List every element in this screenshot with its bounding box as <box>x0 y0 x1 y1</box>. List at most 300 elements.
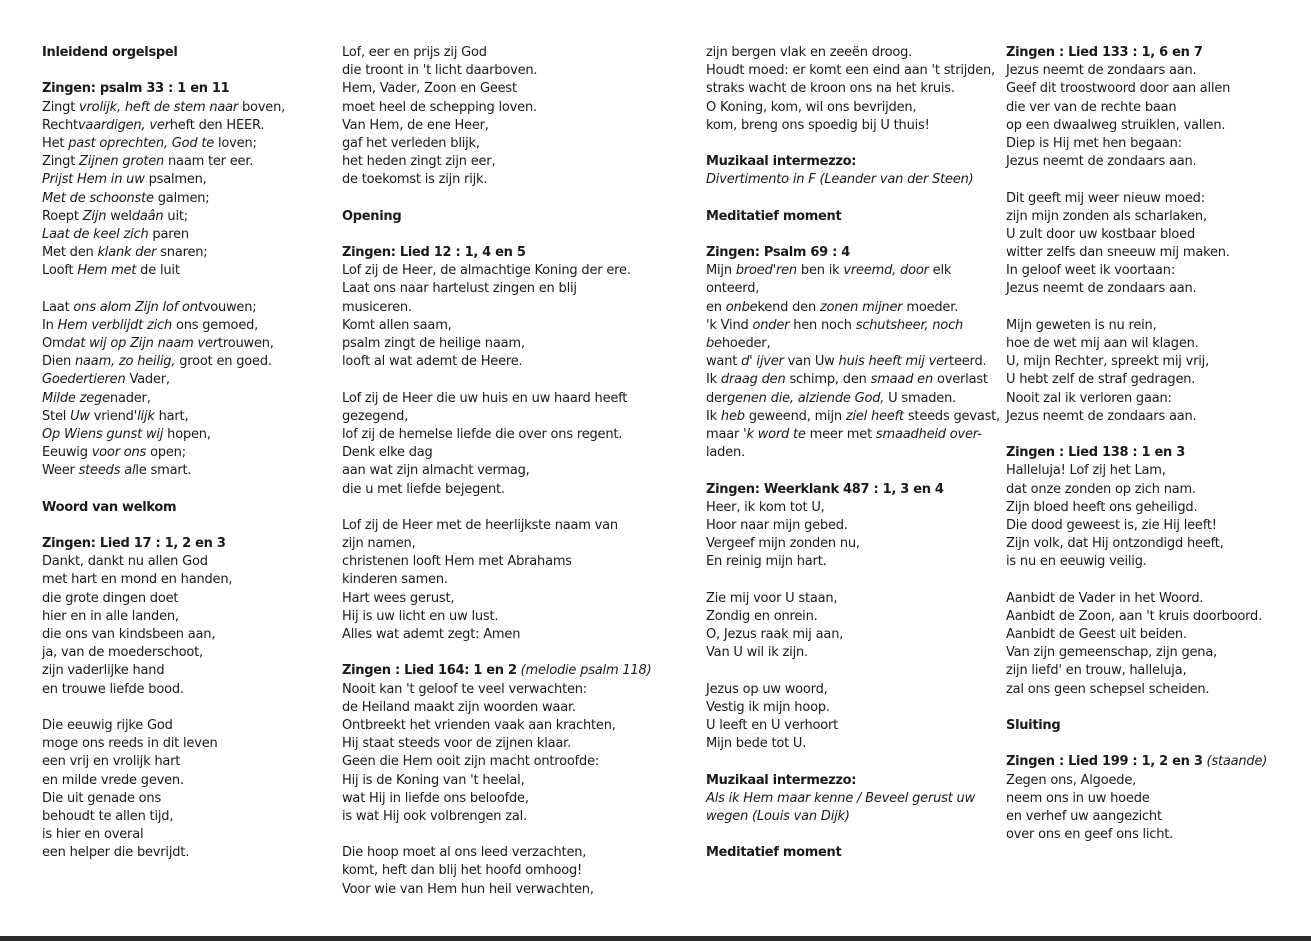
blank-line <box>1006 735 1306 753</box>
text-line <box>42 444 342 462</box>
text-run: trouwen, <box>217 336 274 351</box>
section-heading <box>42 44 342 62</box>
italic-text: daân <box>131 208 164 224</box>
text-run: die ver van de rechte baan <box>1006 99 1177 115</box>
text-run: nader, <box>109 390 151 406</box>
text-run: neem ons in uw hoede <box>1006 790 1150 806</box>
italic-text: Op Wiens gunst wij <box>42 426 164 442</box>
text-line <box>706 299 1006 317</box>
text-run: Vestig ik mijn hoop. <box>706 699 830 715</box>
text-run: Voor wie van Hem hun heil verwachten, <box>342 881 594 897</box>
text-line <box>706 808 1006 826</box>
column-1 <box>42 44 342 862</box>
text-run: geweend, mijn <box>744 408 846 424</box>
text-run: In geloof weet ik voortaan: <box>1006 263 1176 279</box>
text-run: die grote dingen doet <box>42 590 179 606</box>
text-line <box>706 171 1006 189</box>
heading-text: Muzikaal intermezzo: <box>706 154 857 170</box>
text-line <box>342 317 642 335</box>
text-run: en milde vrede geven. <box>42 772 184 788</box>
text-line <box>706 444 1006 462</box>
text-line <box>706 553 1006 571</box>
text-line <box>1006 808 1306 826</box>
text-line <box>342 790 642 808</box>
text-line <box>706 699 1006 717</box>
section-heading <box>706 208 1006 226</box>
text-run: Met den <box>42 245 98 261</box>
text-run: Laat <box>42 299 74 315</box>
text-run: hen noch <box>789 317 856 333</box>
text-run: heft den HEER. <box>169 117 265 133</box>
blank-line <box>42 62 342 80</box>
heading-text: Zingen : Lied 164: 1 en 2 <box>342 663 517 679</box>
text-run: ben ik <box>796 263 844 279</box>
text-run: Zegen ons, Algoede, <box>1006 772 1137 788</box>
italic-text: draag den <box>720 372 786 388</box>
text-run: die troont in 't licht daarboven. <box>342 63 538 79</box>
text-line <box>342 535 642 553</box>
text-run: over ons en geef ons licht. <box>1006 827 1174 843</box>
text-run: schimp, den <box>785 372 871 388</box>
text-line <box>42 571 342 589</box>
text-line <box>1006 481 1306 499</box>
text-line <box>706 408 1006 426</box>
italic-text: smaad en <box>870 372 934 388</box>
text-run: Die dood geweest is, zie Hij leeft! <box>1006 517 1217 533</box>
text-run: looft al wat ademt de Heere. <box>342 354 523 370</box>
text-line <box>1006 208 1306 226</box>
text-line <box>1006 553 1306 571</box>
text-run: Geef dit troostwoord door aan allen <box>1006 81 1231 97</box>
text-run: Nooit zal ik verloren gaan: <box>1006 390 1172 406</box>
text-line <box>1006 280 1306 298</box>
text-run: O Koning, kom, wil ons bevrijden, <box>706 99 917 115</box>
text-line <box>42 171 342 189</box>
text-run: Zondig en onrein. <box>706 608 818 624</box>
text-run: Mijn geweten is nu rein, <box>1006 317 1157 333</box>
text-line <box>706 371 1006 389</box>
text-line <box>42 371 342 389</box>
text-line <box>42 717 342 735</box>
text-run: Aanbidt de Zoon, aan 't kruis doorboord. <box>1006 608 1263 624</box>
blank-line <box>1006 426 1306 444</box>
text-line <box>706 426 1006 444</box>
text-run: Jezus neemt de zondaars aan. <box>1006 63 1197 79</box>
heading-text: Sluiting <box>1006 717 1061 733</box>
heading-text: Zingen: psalm 33 : 1 en 11 <box>42 81 230 97</box>
text-run: het heden zingt zijn eer, <box>342 154 496 170</box>
blank-line <box>706 571 1006 589</box>
text-run: Jezus neemt de zondaars aan. <box>1006 154 1197 170</box>
blank-line <box>342 371 642 389</box>
text-line <box>342 99 642 117</box>
text-line <box>42 590 342 608</box>
text-run: Jezus op uw woord, <box>706 681 828 697</box>
italic-text: Goedertieren <box>42 372 126 388</box>
text-run: Dankt, dankt nu allen God <box>42 554 208 570</box>
text-run: zijn mijn zonden als scharlaken, <box>1006 208 1207 224</box>
heading-text: Zingen: Weerklank 487 : 1, 3 en 4 <box>706 481 944 497</box>
text-run: die ons van kindsbeen aan, <box>42 627 216 642</box>
text-line <box>1006 353 1306 371</box>
text-line <box>1006 499 1306 517</box>
italic-text: smaadheid over- <box>875 426 982 442</box>
text-run: En reinig mijn hart. <box>706 554 827 570</box>
text-run: Zingt <box>42 99 80 115</box>
section-heading <box>342 244 642 262</box>
text-line <box>42 662 342 680</box>
text-run: Komt allen saam, <box>342 317 452 333</box>
blank-line <box>42 517 342 535</box>
blank-line <box>1006 171 1306 189</box>
text-line <box>342 553 642 571</box>
text-run: kom, breng ons spoedig bij U thuis! <box>706 117 930 133</box>
italic-text: huis heeft mij ver <box>838 354 950 370</box>
text-line <box>1006 590 1306 608</box>
text-line <box>342 299 642 317</box>
italic-text: Zijnen groten <box>79 154 165 170</box>
text-line <box>42 390 342 408</box>
text-run: Nooit kan 't geloof te veel verwachten: <box>342 681 587 697</box>
text-run: uit; <box>163 208 188 224</box>
text-line <box>42 353 342 371</box>
text-line <box>342 699 642 717</box>
text-run: Heer, ik kom tot U, <box>706 499 825 515</box>
text-line <box>42 772 342 790</box>
text-line <box>342 571 642 589</box>
text-run: teerd. <box>949 354 987 370</box>
heading-text: Zingen : Lied 199 : 1, 2 en 3 <box>1006 754 1203 770</box>
text-line <box>706 644 1006 662</box>
text-line <box>1006 408 1306 426</box>
text-run: hart, <box>154 408 189 424</box>
text-run: Ik <box>706 372 721 388</box>
text-line <box>342 517 642 535</box>
text-run: Hart wees gerust, <box>342 590 455 606</box>
text-run: Die uit genade ons <box>42 790 162 806</box>
text-run: steeds gevast, <box>903 408 1000 424</box>
text-line <box>342 171 642 189</box>
blank-line <box>1006 571 1306 589</box>
italic-text: be <box>706 336 722 351</box>
text-line <box>706 353 1006 371</box>
text-run: aan wat zijn almacht vermag, <box>342 463 530 479</box>
text-line <box>42 335 342 353</box>
text-run: Ontbreekt het vrienden vaak aan krachten, <box>342 717 616 733</box>
italic-text: past oprechten, God te <box>68 135 215 151</box>
italic-text: ons alom Zijn lof ont <box>73 299 203 315</box>
text-run: een vrij en vrolijk hart <box>42 754 181 770</box>
text-run: zal ons geen schepsel scheiden. <box>1006 681 1210 697</box>
text-line <box>1006 317 1306 335</box>
text-line <box>1006 262 1306 280</box>
text-run: christenen looft Hem met Abrahams <box>342 554 572 570</box>
blank-line <box>706 226 1006 244</box>
text-line <box>342 426 642 444</box>
blank-line <box>706 462 1006 480</box>
text-run: Het <box>42 135 69 151</box>
text-line <box>1006 626 1306 644</box>
section-heading <box>342 662 652 680</box>
text-run: zijn namen, <box>342 536 416 552</box>
text-run: In <box>42 317 58 333</box>
text-run: wel <box>106 208 132 224</box>
text-line <box>706 735 1006 753</box>
text-line <box>1006 535 1306 553</box>
text-line <box>342 444 642 462</box>
text-run: Houdt moed: er komt een eind aan 't strijden, <box>706 63 995 79</box>
italic-text: heb <box>720 408 745 424</box>
blank-line <box>42 481 342 499</box>
text-run: Hoor naar mijn gebed. <box>706 517 848 533</box>
text-run: Alles wat ademt zegt: Amen <box>342 627 521 642</box>
text-line <box>42 135 342 153</box>
text-run: open; <box>146 445 186 461</box>
text-run: die u met liefde bejegent. <box>342 481 505 497</box>
text-line <box>1006 99 1306 117</box>
text-run: O, Jezus raak mij aan, <box>706 627 844 642</box>
text-run: Lof zij de Heer met de heerlijkste naam van <box>342 517 618 533</box>
blank-line <box>42 280 342 298</box>
italic-text: (staande) <box>1206 754 1268 770</box>
text-run: psalmen, <box>144 172 207 188</box>
text-line <box>1006 117 1306 135</box>
italic-text: genen die, al <box>727 390 809 406</box>
italic-text: 'k word te <box>743 426 806 442</box>
text-run: groot en goed. <box>175 354 272 370</box>
heading-text: Zingen: Psalm 69 : 4 <box>706 245 850 261</box>
text-run: Om <box>42 336 65 351</box>
heading-text: Zingen : Lied 133 : 1, 6 en 7 <box>1006 45 1203 60</box>
text-line <box>1006 517 1306 535</box>
blank-line <box>342 190 642 208</box>
text-run: elk <box>928 263 952 279</box>
italic-text: wegen (Louis van Dijk) <box>706 808 850 824</box>
column-2 <box>342 44 652 899</box>
text-line <box>706 499 1006 517</box>
text-run: hoe de wet mij aan wil klagen. <box>1006 336 1199 351</box>
text-run: een helper die bevrijdt. <box>42 845 190 861</box>
text-run: Hij staat steeds voor de zijnen klaar. <box>342 736 572 752</box>
text-run: kinderen samen. <box>342 572 448 588</box>
text-run: is wat Hij ook volbrengen zal. <box>342 808 528 824</box>
text-line <box>1006 826 1306 844</box>
italic-text: (melodie psalm 118) <box>520 663 652 679</box>
text-line <box>706 99 1006 117</box>
text-line <box>42 262 342 280</box>
text-line <box>42 844 342 862</box>
text-run: en <box>706 299 726 315</box>
italic-text: d' ijver <box>741 354 784 370</box>
text-line <box>42 117 342 135</box>
text-run: Halleluja! Lof zij het Lam, <box>1006 463 1166 479</box>
italic-text: zonen mijner <box>819 299 903 315</box>
text-run: gaf het verleden blijk, <box>342 135 480 151</box>
text-line <box>1006 244 1306 262</box>
text-run: witter zelfs dan sneeuw mij maken. <box>1006 245 1230 261</box>
text-line <box>342 117 642 135</box>
text-run: U, mijn Rechter, spreekt mij vrij, <box>1006 354 1210 370</box>
text-run: komt, heft dan blij het hoofd omhoog! <box>342 863 583 879</box>
text-line <box>1006 390 1306 408</box>
column-4 <box>1006 44 1306 844</box>
text-run: loven; <box>214 135 257 151</box>
text-run: Van U wil ik zijn. <box>706 645 808 661</box>
text-run: Stel <box>42 408 71 424</box>
text-run: met hart en mond en handen, <box>42 572 233 588</box>
section-heading <box>1006 444 1306 462</box>
text-run: is nu en eeuwig veilig. <box>1006 554 1147 570</box>
text-run: moge ons reeds in dit leven <box>42 736 218 752</box>
section-heading <box>42 80 342 98</box>
text-line <box>706 790 1006 808</box>
italic-text: broed'ren <box>735 263 797 279</box>
text-line <box>342 62 642 80</box>
heading-text: Woord van welkom <box>42 499 177 515</box>
text-run: straks wacht de kroon ons na het kruis. <box>706 81 955 97</box>
text-line <box>706 390 1006 408</box>
section-heading <box>706 844 1006 862</box>
text-run: paren <box>148 226 189 242</box>
italic-text: steeds al <box>78 463 136 479</box>
text-run: en trouwe liefde bood. <box>42 681 184 697</box>
text-line <box>42 299 342 317</box>
text-run: vouwen; <box>202 299 257 315</box>
text-run: Zingt <box>42 154 80 170</box>
text-run: gezegend, <box>342 408 409 424</box>
text-run: galmen; <box>153 190 210 206</box>
text-line <box>1006 335 1306 353</box>
text-run: van Uw <box>783 354 839 370</box>
text-line <box>42 317 342 335</box>
text-run: moeder. <box>902 299 959 315</box>
text-run: Weer <box>42 463 79 479</box>
text-run: Geen die Hem ooit zijn macht ontroofde: <box>342 754 600 770</box>
blank-line <box>42 699 342 717</box>
text-run: want <box>706 354 742 370</box>
heading-text: Meditatief moment <box>706 845 842 861</box>
text-line <box>1006 644 1306 662</box>
text-line <box>1006 226 1306 244</box>
text-line <box>1006 681 1306 699</box>
text-run: Lof, eer en prijs zij God <box>342 45 487 60</box>
text-run: kend den <box>757 299 820 315</box>
text-run: maar <box>706 426 744 442</box>
heading-text: Inleidend orgelspel <box>42 45 178 60</box>
text-run: ons gemoed, <box>172 317 259 333</box>
text-line <box>42 408 342 426</box>
section-heading <box>706 481 1006 499</box>
text-line <box>42 790 342 808</box>
text-line <box>706 626 1006 644</box>
italic-text: Prijst Hem in uw <box>42 172 145 188</box>
text-run: boven, <box>238 99 286 115</box>
text-line <box>42 99 342 117</box>
text-run: Diep is Hij met hen begaan: <box>1006 135 1182 151</box>
text-line <box>42 644 342 662</box>
text-line <box>1006 80 1306 98</box>
text-line <box>342 353 642 371</box>
text-line <box>342 408 642 426</box>
italic-text: voor ons <box>91 445 147 461</box>
text-run: Jezus neemt de zondaars aan. <box>1006 281 1197 297</box>
text-run: Denk elke dag <box>342 445 433 461</box>
text-run: Jezus neemt de zondaars aan. <box>1006 408 1197 424</box>
text-line <box>42 626 342 644</box>
text-run: Ik <box>706 408 721 424</box>
text-line <box>342 772 642 790</box>
heading-text: Zingen : Lied 138 : 1 en 3 <box>1006 445 1185 461</box>
text-line <box>706 590 1006 608</box>
text-run: snaren; <box>156 245 208 261</box>
text-line <box>42 681 342 699</box>
text-run: Eeuwig <box>42 445 92 461</box>
text-run: is hier en overal <box>42 827 144 843</box>
italic-text: klank der <box>97 245 157 261</box>
text-run: Dit geeft mij weer nieuw moed: <box>1006 190 1205 206</box>
text-run: Recht <box>42 117 78 133</box>
text-line <box>1006 135 1306 153</box>
text-run: musiceren. <box>342 299 412 315</box>
italic-text: 'lijk <box>133 408 155 424</box>
text-line <box>706 280 1006 298</box>
text-line <box>1006 462 1306 480</box>
text-run: Laat ons naar hartelust zingen en blij <box>342 281 577 297</box>
text-run: Vergeef mijn zonden nu, <box>706 536 860 552</box>
text-run: Aanbidt de Vader in het Woord. <box>1006 590 1204 606</box>
text-run: Aanbidt de Geest uit beiden. <box>1006 627 1187 642</box>
italic-text: onbe <box>725 299 758 315</box>
text-line <box>342 844 642 862</box>
blank-line <box>342 499 642 517</box>
text-line <box>342 135 642 153</box>
italic-text: dat wij op Zijn naam ver <box>64 336 218 351</box>
text-run: behoudt te allen tijd, <box>42 808 174 824</box>
section-heading <box>706 772 1006 790</box>
heading-text: Zingen: Lied 12 : 1, 4 en 5 <box>342 245 526 261</box>
section-heading <box>706 153 1006 171</box>
italic-text: ziende God, <box>808 390 885 406</box>
text-run: Lof zij de Heer die uw huis en uw haard heeft <box>342 390 628 406</box>
text-line <box>42 190 342 208</box>
text-run: op een dwaalweg struiklen, vallen. <box>1006 117 1226 133</box>
text-line <box>1006 190 1306 208</box>
italic-text: vrolijk, heft de stem naar <box>79 99 239 115</box>
italic-text: Uw <box>70 408 90 424</box>
text-line <box>1006 371 1306 389</box>
text-line <box>342 462 642 480</box>
section-heading <box>342 208 642 226</box>
text-line <box>342 590 642 608</box>
italic-text: Divertimento in F (Leander van der Steen) <box>706 172 974 188</box>
text-line <box>706 335 1006 353</box>
italic-text: Milde zege <box>42 390 110 406</box>
text-run: Hij is de Koning van 't heelal, <box>342 772 525 788</box>
blank-line <box>706 662 1006 680</box>
text-run: de toekomst is zijn rijk. <box>342 172 488 188</box>
text-line <box>706 681 1006 699</box>
text-run: U leeft en U verhoort <box>706 717 839 733</box>
section-heading <box>1006 753 1306 771</box>
text-run: hopen, <box>163 426 211 442</box>
text-line <box>706 44 1006 62</box>
text-run: hier en in alle landen, <box>42 608 179 624</box>
text-line <box>342 808 642 826</box>
text-line <box>1006 153 1306 171</box>
text-line <box>342 626 642 644</box>
text-line <box>42 226 342 244</box>
text-line <box>42 426 342 444</box>
